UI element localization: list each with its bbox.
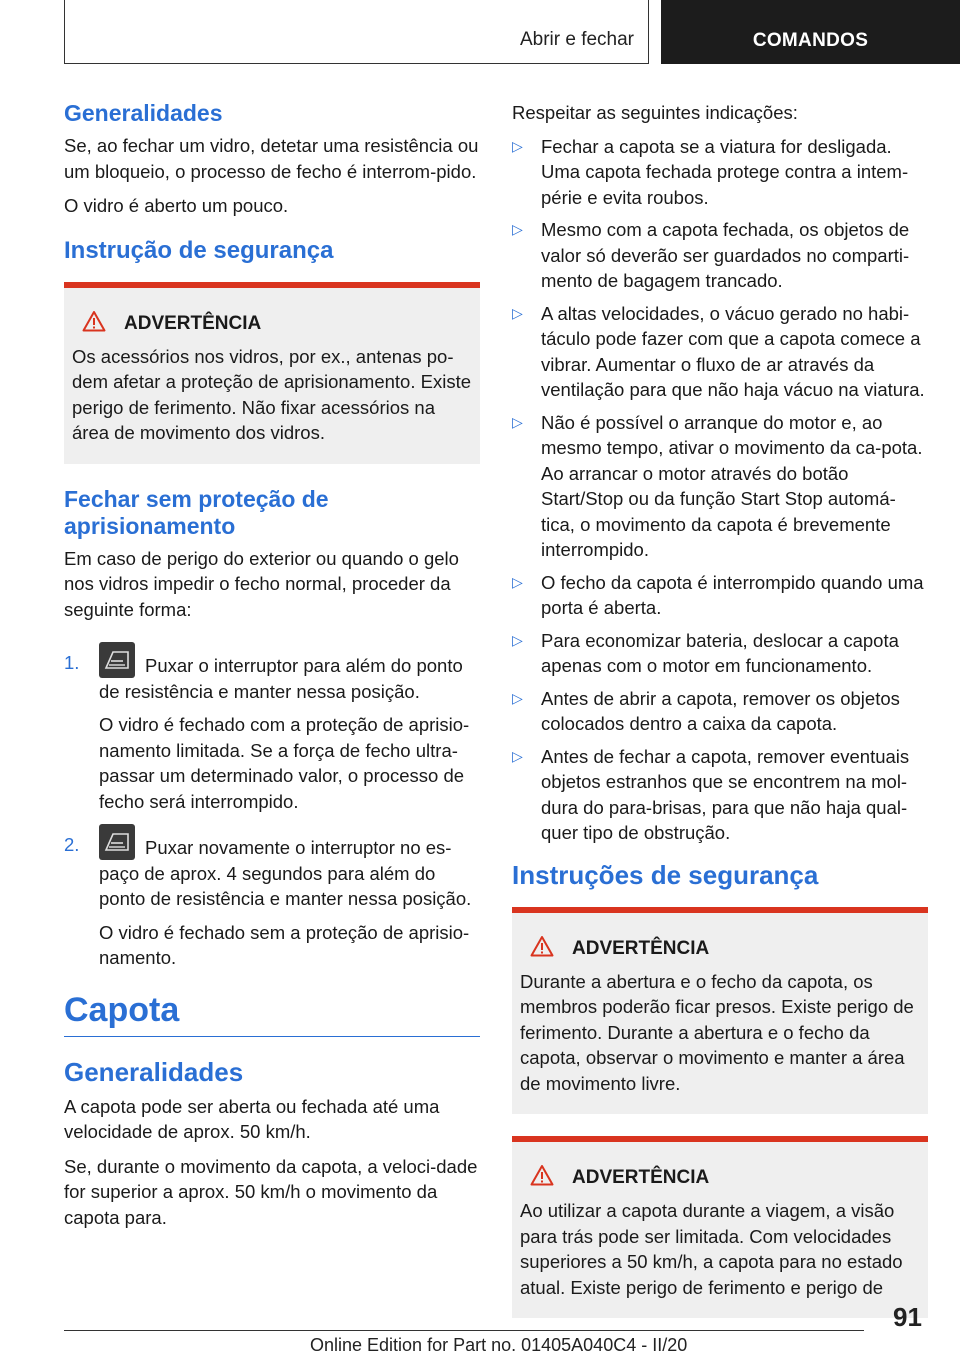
bullet-triangle-icon: ▷	[512, 137, 523, 154]
heading-safety: Instrução de segurança	[64, 236, 334, 264]
section-title: Abrir e fechar	[519, 29, 634, 50]
list-item	[512, 134, 928, 211]
bullet-triangle-icon: ▷	[512, 689, 523, 706]
warning-triangle-icon	[82, 310, 124, 338]
bullet-triangle-icon: ▷	[512, 413, 523, 430]
page-number: 91	[893, 1302, 922, 1332]
bullet-triangle-icon: ▷	[512, 304, 523, 321]
paragraph: Se, durante o movimento da capota, a veloci-dade for superior a aprox. 50 km/h o movimento da capota para.	[64, 1155, 478, 1228]
step-number: 2.	[64, 834, 80, 855]
list-item	[512, 410, 928, 563]
step-text: Puxar o interruptor para além do ponto de resistência e manter nessa posição.	[99, 655, 463, 702]
step-item	[64, 642, 480, 814]
warning-header	[520, 1164, 920, 1192]
list-item	[512, 744, 928, 846]
section-tab	[64, 0, 649, 64]
heading-general-capota: Generalidades	[64, 1056, 244, 1087]
window-switch-icon	[99, 642, 135, 678]
paragraph: Se, ao fechar um vidro, detetar uma resistência ou um bloqueio, o processo de fecho é interrom-pido.	[64, 135, 479, 182]
warning-box	[512, 1136, 928, 1318]
step-note: O vidro é fechado com a proteção de aprisio-namento limitada. Se a força de fecho ultra-passar um determinado valor, o processo de fecho será interrompido.	[99, 714, 470, 812]
bullet-triangle-icon: ▷	[512, 573, 523, 590]
warning-triangle-icon	[530, 935, 572, 963]
steps-list	[64, 642, 480, 971]
list-item-text: Antes de fechar a capota, remover eventuais objetos estranhos que se encontrem na mol-dura do para-brisas, para que não haja qual-quer tipo de obstrução.	[541, 745, 910, 843]
warning-text: Os acessórios nos vidros, por ex., antenas po-dem afetar a proteção de aprisionamento. Existe perigo de ferimento. Não fixar acessórios na área de movimento dos vidros.	[72, 345, 472, 443]
list-item	[512, 570, 928, 621]
warning-title: ADVERTÊNCIA	[124, 312, 262, 334]
bullet-triangle-icon: ▷	[512, 631, 523, 648]
list-item-text: Mesmo com a capota fechada, os objetos de valor só deverão ser guardados no comparti-mento de bagagem trancado.	[541, 219, 910, 291]
paragraph: O vidro é aberto um pouco.	[64, 195, 289, 216]
warning-title: ADVERTÊNCIA	[572, 1167, 710, 1188]
list-item	[512, 301, 928, 403]
paragraph: Em caso de perigo do exterior ou quando o gelo nos vidros impedir o fecho normal, proceder da seguinte forma:	[64, 547, 459, 620]
list-item-text: Não é possível o arranque do motor e, ao mesmo tempo, ativar o movimento da ca-pota. Ao arrancar o motor através do botão Start/Stop ou da função Start Stop automá-tica, o movimento da capota é brevemente interrompido.	[541, 411, 923, 560]
list-item-text: Fechar a capota se a viatura for desligada. Uma capota fechada protege contra a intem-périe e evita roubos.	[541, 135, 909, 208]
right-column	[512, 100, 928, 1340]
bullet-triangle-icon: ▷	[512, 747, 523, 764]
heading-general: Generalidades	[64, 100, 223, 126]
warning-text: Ao utilizar a capota durante a viagem, a visão para trás pode ser limitada. Com velocidades superiores a 50 km/h, a capota para no estado atual. Existe perigo de ferimento e perigo de	[520, 1200, 903, 1298]
warning-triangle-icon	[530, 1164, 572, 1192]
heading-capota: Capota	[64, 991, 480, 1037]
warning-box	[512, 907, 928, 1115]
heading-close: Fechar sem proteção de aprisionamento	[64, 485, 329, 539]
heading-safety-instructions: Instruções de segurança	[512, 859, 819, 890]
list-item-text: Para economizar bateria, deslocar a capota apenas com o motor em funcionamento.	[541, 629, 899, 676]
paragraph: A capota pode ser aberta ou fechada até uma velocidade de aprox. 50 km/h.	[64, 1095, 440, 1142]
bullet-triangle-icon: ▷	[512, 221, 523, 237]
chapter-tab: COMANDOS	[661, 0, 960, 64]
edition-text: Online Edition for Part no. 01405A040C4 - II/20	[310, 1335, 688, 1355]
list-item	[512, 628, 928, 679]
step-number: 1.	[64, 652, 80, 673]
indications-list	[512, 134, 928, 846]
warning-header	[72, 310, 472, 338]
paragraph-intro: Respeitar as seguintes indicações:	[512, 102, 798, 123]
list-item-text: O fecho da capota é interrompido quando uma porta é aberta.	[541, 571, 924, 618]
warning-header	[520, 935, 920, 963]
step-text: Puxar novamente o interruptor no es-paço de aprox. 4 segundos para além do ponto de resistência e manter nessa posição.	[99, 837, 472, 909]
step-item	[64, 824, 480, 971]
page-header	[64, 0, 960, 64]
warning-text: Durante a abertura e o fecho da capota, os membros poderão ficar presos. Existe perigo de ferimento. Durante a abertura e o fecho da capota, observar o movimento e manter a área de movimento livre.	[520, 970, 914, 1094]
page-footer	[64, 1330, 864, 1355]
list-item-text: Antes de abrir a capota, remover os objetos colocados dentro a caixa da capota.	[541, 687, 900, 734]
warning-title: ADVERTÊNCIA	[572, 937, 710, 959]
left-column	[64, 100, 480, 1239]
list-item	[512, 217, 928, 294]
window-switch-icon	[99, 824, 135, 860]
list-item-text: A altas velocidades, o vácuo gerado no habi-táculo pode fazer com que a capota comece a vibrar. Aumentar o fluxo de ar através da ventilação para que não haja vácuo na viatura.	[541, 302, 925, 400]
warning-box	[64, 282, 480, 464]
step-note: O vidro é fechado sem a proteção de aprisio-namento.	[99, 921, 470, 968]
list-item	[512, 686, 928, 737]
